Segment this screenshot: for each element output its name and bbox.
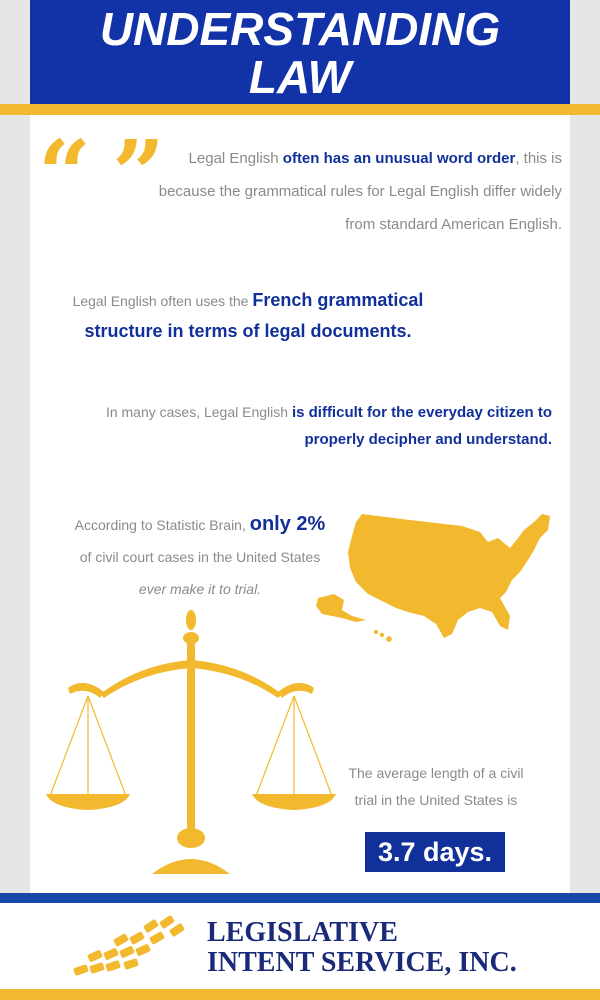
statistic-text-part3: of civil court cases in the United States — [79, 549, 321, 565]
french-text-bold: French grammatical structure in terms of legal documents. — [84, 290, 424, 341]
quote-text-part1: Legal English — [188, 150, 283, 167]
gold-bricks-logo-icon — [70, 912, 194, 982]
usa-map-icon — [312, 508, 562, 648]
decipher-text-bold: is difficult for the everyday citizen to properly decipher and understand. — [291, 404, 552, 448]
quote-text-bold: often has an unusual word order — [282, 150, 516, 167]
decipher-paragraph — [100, 399, 552, 453]
trial-length-text: The average length of a civil trial in the United States is — [348, 765, 524, 808]
open-quote-icon: “ — [38, 120, 91, 228]
decipher-text-part1: In many cases, Legal English — [105, 404, 292, 420]
statistic-text-part1: According to Statistic Brain, — [74, 517, 250, 533]
french-text-part1: Legal English often uses the — [72, 293, 253, 309]
scales-of-justice-icon — [40, 606, 340, 886]
statistic-paragraph — [45, 508, 355, 605]
statistic-text-italic: ever make it to trial. — [138, 581, 262, 597]
company-name-line1: LEGISLATIVE — [207, 917, 398, 948]
header-gold-rule — [0, 104, 600, 115]
close-quote-icon: ” — [112, 120, 165, 228]
quote-text-part3: , this is because the grammatical rules for Legal English differ widely from standard American English. — [158, 150, 562, 233]
page-title-line2: LAW — [248, 51, 352, 103]
quote-paragraph — [150, 142, 562, 241]
statistic-highlight: only 2% — [249, 513, 326, 535]
footer-blue-rule — [0, 893, 600, 903]
french-structure-paragraph — [38, 285, 458, 347]
trial-length-highlight: 3.7 days. — [365, 832, 505, 872]
page-title-line1: UNDERSTANDING — [99, 3, 501, 55]
company-name-line2: INTENT SERVICE, INC. — [207, 947, 517, 978]
footer-gold-rule — [0, 989, 600, 1000]
